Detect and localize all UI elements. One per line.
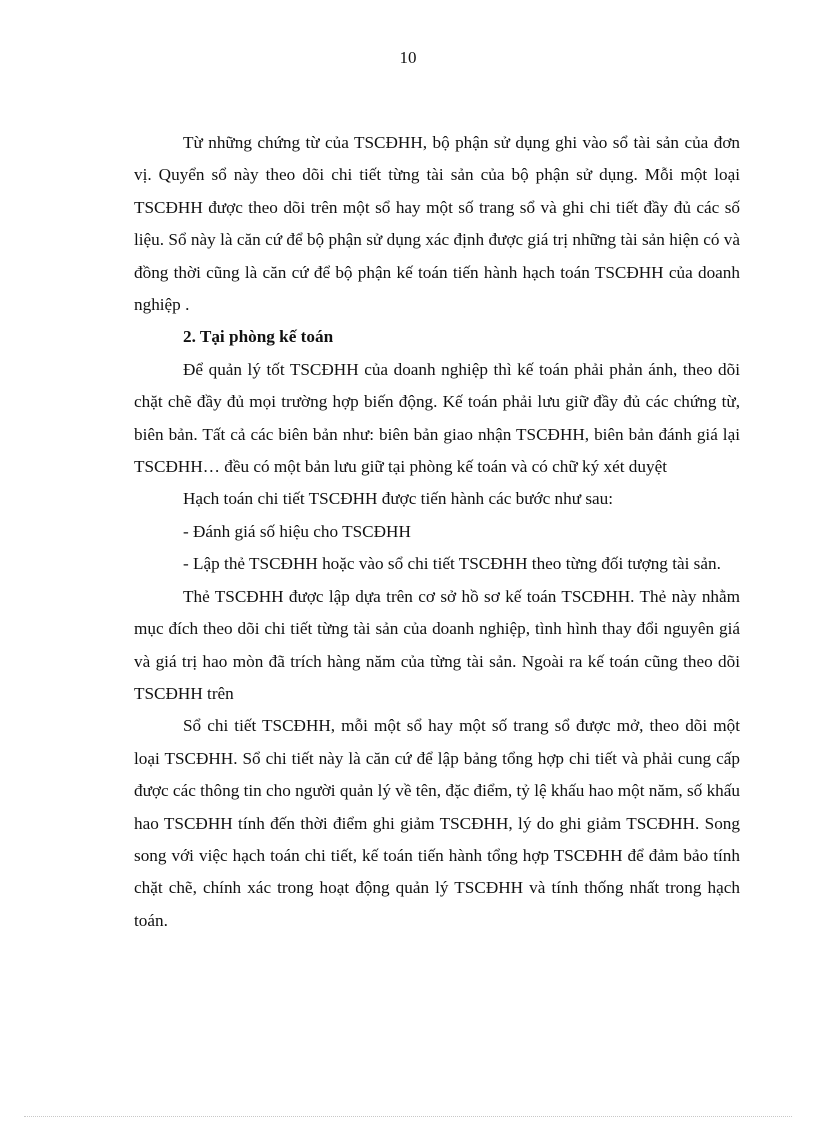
paragraph-detail-ledger: Sổ chi tiết TSCĐHH, mỗi một sổ hay một số trang sổ được mở, theo dõi một loại TSCĐHH. Sổ chi tiết này là căn cứ để lập bảng tổng hợp chi tiết và phải cung cấp được các thông tin cho người quản lý về tên, đặc điểm, tỷ lệ khấu hao một năm, số khấu hao TSCĐHH tính đến thời điểm ghi giảm TSCĐHH, lý do ghi giảm TSCĐHH. Song song với việc hạch toán chi tiết, kế toán tiến hành tổng hợp TSCĐHH để đảm bảo tính chặt chẽ, chính xác trong hoạt động quản lý TSCĐHH và tính thống nhất trong hạch toán. (134, 716, 740, 930)
list-item-step-1: - Đánh giá số hiệu cho TSCĐHH (183, 521, 411, 541)
section-heading-accounting-office: 2. Tại phòng kế toán (183, 327, 334, 347)
paragraph-asset-card: Thẻ TSCĐHH được lập dựa trên cơ sở hồ sơ kế toán TSCĐHH. Thẻ này nhằm mục đích theo dõi chi tiết từng tài sản của doanh nghiệp, tình hình thay đổi nguyên giá và giá trị hao mòn đã trích hàng năm của từng tài sản. Ngoài ra kế toán cũng theo dõi TSCĐHH trên (134, 586, 740, 703)
page-bottom-divider (24, 1116, 792, 1117)
list-item-step-2: - Lập thẻ TSCĐHH hoặc vào sổ chi tiết TSCĐHH theo từng đối tượng tài sản. (183, 554, 721, 574)
document-body (134, 127, 740, 937)
page-number: 10 (399, 48, 417, 67)
paragraph-asset-book: Từ những chứng từ của TSCĐHH, bộ phận sử dụng ghi vào sổ tài sản của đơn vị. Quyển sổ này theo dõi chi tiết từng tài sản của bộ phận sử dụng. Mỗi một loại TSCĐHH được theo dõi trên một sổ hay một số trang sổ và ghi chi tiết đầy đủ các số liệu. Sổ này là căn cứ để bộ phận sử dụng xác định được giá trị những tài sản hiện có và đồng thời cũng là căn cứ để bộ phận kế toán tiến hành hạch toán TSCĐHH của doanh nghiệp . (134, 133, 740, 315)
paragraph-accounting-management: Để quản lý tốt TSCĐHH của doanh nghiệp thì kế toán phải phản ánh, theo dõi chặt chẽ đầy đủ mọi trường hợp biến động. Kế toán phải lưu giữ đầy đủ các chứng từ, biên bản. Tất cả các biên bản như: biên bản giao nhận TSCĐHH, biên bản đánh giá lại TSCĐHH… đều có một bản lưu giữ tại phòng kế toán và có chữ ký xét duyệt (134, 359, 740, 477)
paragraph-detail-steps-intro: Hạch toán chi tiết TSCĐHH được tiến hành các bước như sau: (183, 489, 614, 509)
